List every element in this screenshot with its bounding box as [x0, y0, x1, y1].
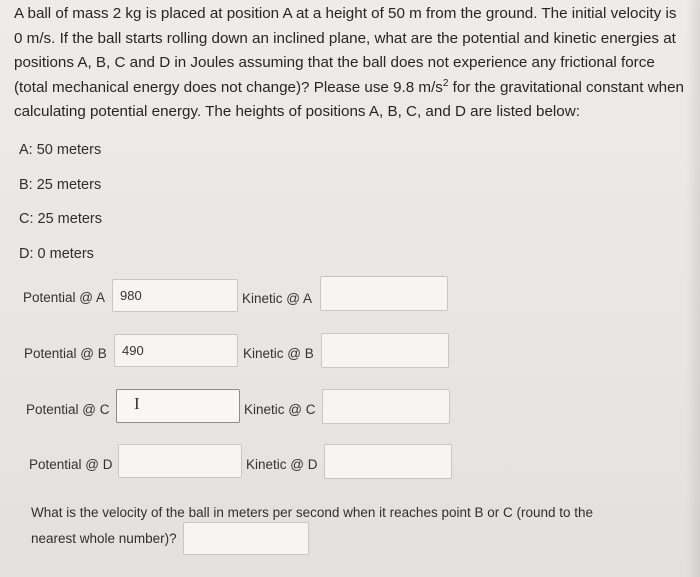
kinetic-b-input[interactable] [321, 333, 449, 368]
kinetic-c-label: Kinetic @ C [244, 402, 316, 417]
height-b: B: 25 meters [19, 177, 102, 193]
kinetic-a-label: Kinetic @ A [242, 291, 312, 306]
potential-d-input[interactable] [118, 444, 242, 478]
problem-text-part1: A ball of mass 2 kg is placed at position A at a height of 50 m from the ground. The initial velocity is 0 m/s. If the ball starts rolling down an inclined plane, what are the potential and kinetic energies at positions A, B, C and D in Joules assuming that the ball does not experience any frictional force (total mechanical energy does not change)? Please use 9.8 m/s [14, 5, 677, 96]
problem-statement [14, 2, 686, 125]
potential-b-label: Potential @ B [24, 346, 107, 361]
velocity-input[interactable] [183, 522, 309, 555]
kinetic-d-input[interactable] [324, 444, 452, 479]
velocity-question-line2: nearest whole number)? [31, 531, 177, 546]
potential-b-input[interactable] [114, 334, 238, 367]
velocity-question-line1: What is the velocity of the ball in meters per second when it reaches point B or C (round to the [31, 505, 594, 520]
height-d: D: 0 meters [19, 246, 94, 262]
kinetic-b-label: Kinetic @ B [243, 346, 314, 361]
height-a: A: 50 meters [19, 142, 102, 158]
text-cursor-icon: I [134, 394, 140, 413]
kinetic-c-input[interactable] [322, 389, 450, 424]
velocity-question [31, 500, 671, 552]
potential-a-input[interactable] [112, 279, 238, 312]
kinetic-d-label: Kinetic @ D [246, 457, 318, 472]
height-c: C: 25 meters [19, 211, 102, 227]
potential-a-label: Potential @ A [23, 290, 106, 305]
potential-c-label: Potential @ C [26, 402, 110, 417]
problem-text-part2: for the gravitational constant when calculating potential energy. The heights of positions A, B, C, and D are listed below: [14, 78, 685, 121]
kinetic-a-input[interactable] [320, 276, 448, 311]
potential-d-label: Potential @ D [29, 457, 113, 472]
edge-shadow [686, 0, 700, 577]
problem-exponent: 2 [442, 77, 449, 89]
